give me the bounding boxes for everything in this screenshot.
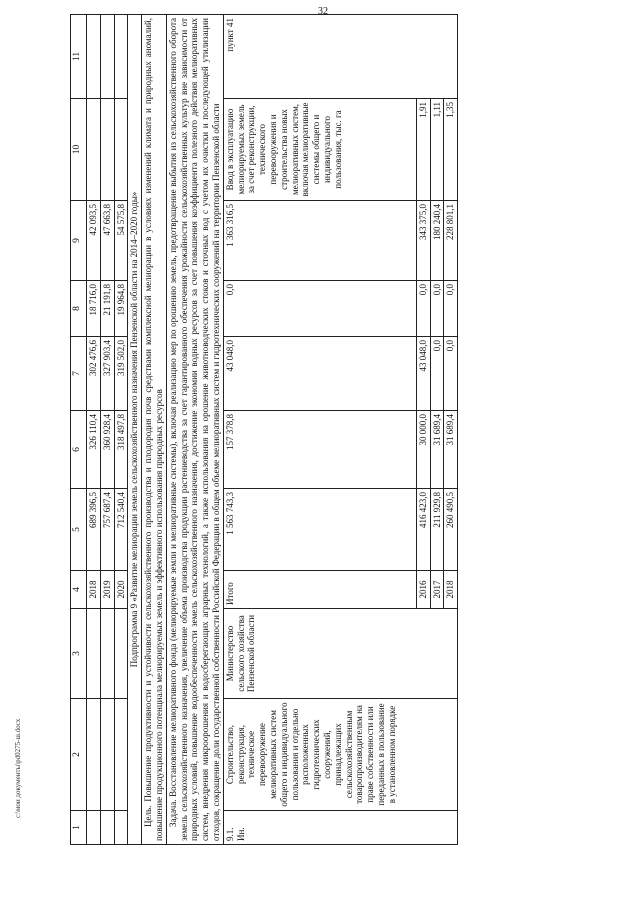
value-cell: 757 687,4 (100, 489, 114, 571)
value-cell: 0,0 (444, 337, 458, 411)
year-cell: 2018 (444, 571, 458, 609)
column-number-row (71, 15, 87, 845)
value-cell: 416 423,0 (416, 489, 430, 571)
task-row (166, 15, 223, 845)
item-indicator: Ввод в эксплуатацию мелиорируемых земель за счет реконструкции, технического перевооружения и строительства новых мелиоративных систем, включая мелиоративные системы общего и индивидуального пользования, тыс. га (223, 99, 416, 201)
value-cell: 42 093,5 (87, 201, 101, 281)
value-cell: 180 240,4 (430, 201, 444, 281)
value-cell: 1,11 (430, 99, 444, 201)
value-cell: 21 191,8 (100, 281, 114, 337)
col-header: 4 (71, 571, 87, 609)
table-row (114, 15, 128, 845)
item-row (223, 15, 416, 845)
value-cell: 0,0 (430, 281, 444, 337)
value-cell: 1 563 743,3 (223, 489, 416, 571)
item-executor: Министерство сельского хозяйства Пензенской области (223, 609, 457, 699)
value-cell: 0,0 (223, 281, 416, 337)
value-cell: 319 502,0 (114, 337, 128, 411)
item-number: 9.1. Ин. (223, 811, 457, 845)
value-cell: 0,0 (416, 281, 430, 337)
value-cell: 0,0 (430, 337, 444, 411)
col-header: 7 (71, 337, 87, 411)
item-point: пункт 41 (223, 15, 457, 99)
year-cell: 2020 (114, 571, 128, 609)
goal-text: Цель. Повышение продуктивности и устойчивости сельскохозяйственного производства и плодородия почв средствами комплексной мелиорации в условиях изменений климата и природных аномалий, повышение продукционного потенциала мелиорируемых земель и эффективного использования природных ресурсов (142, 15, 167, 845)
col-header: 8 (71, 281, 87, 337)
table-row (100, 15, 114, 845)
task-text: Задача. Восстановление мелиоративного фонда (мелиорируемые земли и мелиоративные системы), включая реализацию мер по орошению земель, предотвращение выбытия из сельскохозяйственного оборота земель сельскохозяйственного назначения, увеличение объема производства продукции растениеводства за счет гарантированного обеспечения урожайности сельскохозяйственных культур вне зависимости от природных условий, повышение водообеспеченности земель сельскохозяйственного назначения, достижение экономии водных ресурсов за счет повышения коэффициента полезного действия мелиоративных систем, внедрения микроорошения и водосберегающих аграрных технологий, а также использования на орошение животноводческих стоков и сточных вод с учетом их очистки и последующей утилизации отходов, сокращение доли государственной собственности Российской Федерации в общем объеме мелиоративных систем и гидротехнических сооружений на территории Пензенской области (166, 15, 223, 845)
col-header: 6 (71, 411, 87, 489)
col-header: 5 (71, 489, 87, 571)
value-cell: 0,0 (444, 281, 458, 337)
value-cell: 343 375,0 (416, 201, 430, 281)
value-cell: 228 801,1 (444, 201, 458, 281)
value-cell: 43 048,0 (223, 337, 416, 411)
value-cell: 689 396,5 (87, 489, 101, 571)
value-cell: 18 716,0 (87, 281, 101, 337)
total-label: Итого (223, 571, 416, 609)
value-cell: 30 000,0 (416, 411, 430, 489)
value-cell: 43 048,0 (416, 337, 430, 411)
value-cell: 260 490,5 (444, 489, 458, 571)
value-cell: 1,35 (444, 99, 458, 201)
value-cell: 157 378,8 (223, 411, 416, 489)
value-cell: 1,91 (416, 99, 430, 201)
page-number: 32 (318, 6, 328, 17)
value-cell: 54 575,8 (114, 201, 128, 281)
col-header: 1 (71, 811, 87, 845)
year-cell: 2018 (87, 571, 101, 609)
goal-row (142, 15, 167, 845)
col-header: 11 (71, 15, 87, 99)
value-cell: 302 476,6 (87, 337, 101, 411)
value-cell: 31 689,4 (444, 411, 458, 489)
subprogram-row (128, 15, 142, 845)
value-cell: 1 363 316,5 (223, 201, 416, 281)
value-cell: 712 540,4 (114, 489, 128, 571)
value-cell: 47 663,8 (100, 201, 114, 281)
col-header: 10 (71, 99, 87, 201)
subprogram-title: Подпрограмма 9 «Развитие мелиорации земель сельскохозяйственного назначения Пензенской области на 2014–2020 годы» (128, 15, 142, 845)
col-header: 2 (71, 699, 87, 811)
col-header: 9 (71, 201, 87, 281)
value-cell: 19 964,8 (114, 281, 128, 337)
value-cell: 326 110,4 (87, 411, 101, 489)
file-path-footer: c:\мои документы\pd0275-ш.docx (14, 718, 22, 818)
value-cell: 211 929,8 (430, 489, 444, 571)
year-cell: 2016 (416, 571, 430, 609)
value-cell: 318 497,8 (114, 411, 128, 489)
program-table (70, 14, 458, 845)
value-cell: 360 928,4 (100, 411, 114, 489)
value-cell: 327 903,4 (100, 337, 114, 411)
year-cell: 2019 (100, 571, 114, 609)
rotated-table-container (70, 15, 610, 845)
value-cell: 31 689,4 (430, 411, 444, 489)
item-name: Строительство, реконструкция, техническое перевооружение мелиоративных систем общего и индивидуального пользования и отдельно расположенных гидротехнических сооружений, принадлежащих сельскохозяйственным товаропроизводителям на праве собственности или переданных в пользование в установленном порядке (223, 699, 457, 811)
year-cell: 2017 (430, 571, 444, 609)
table-row (87, 15, 101, 845)
col-header: 3 (71, 609, 87, 699)
